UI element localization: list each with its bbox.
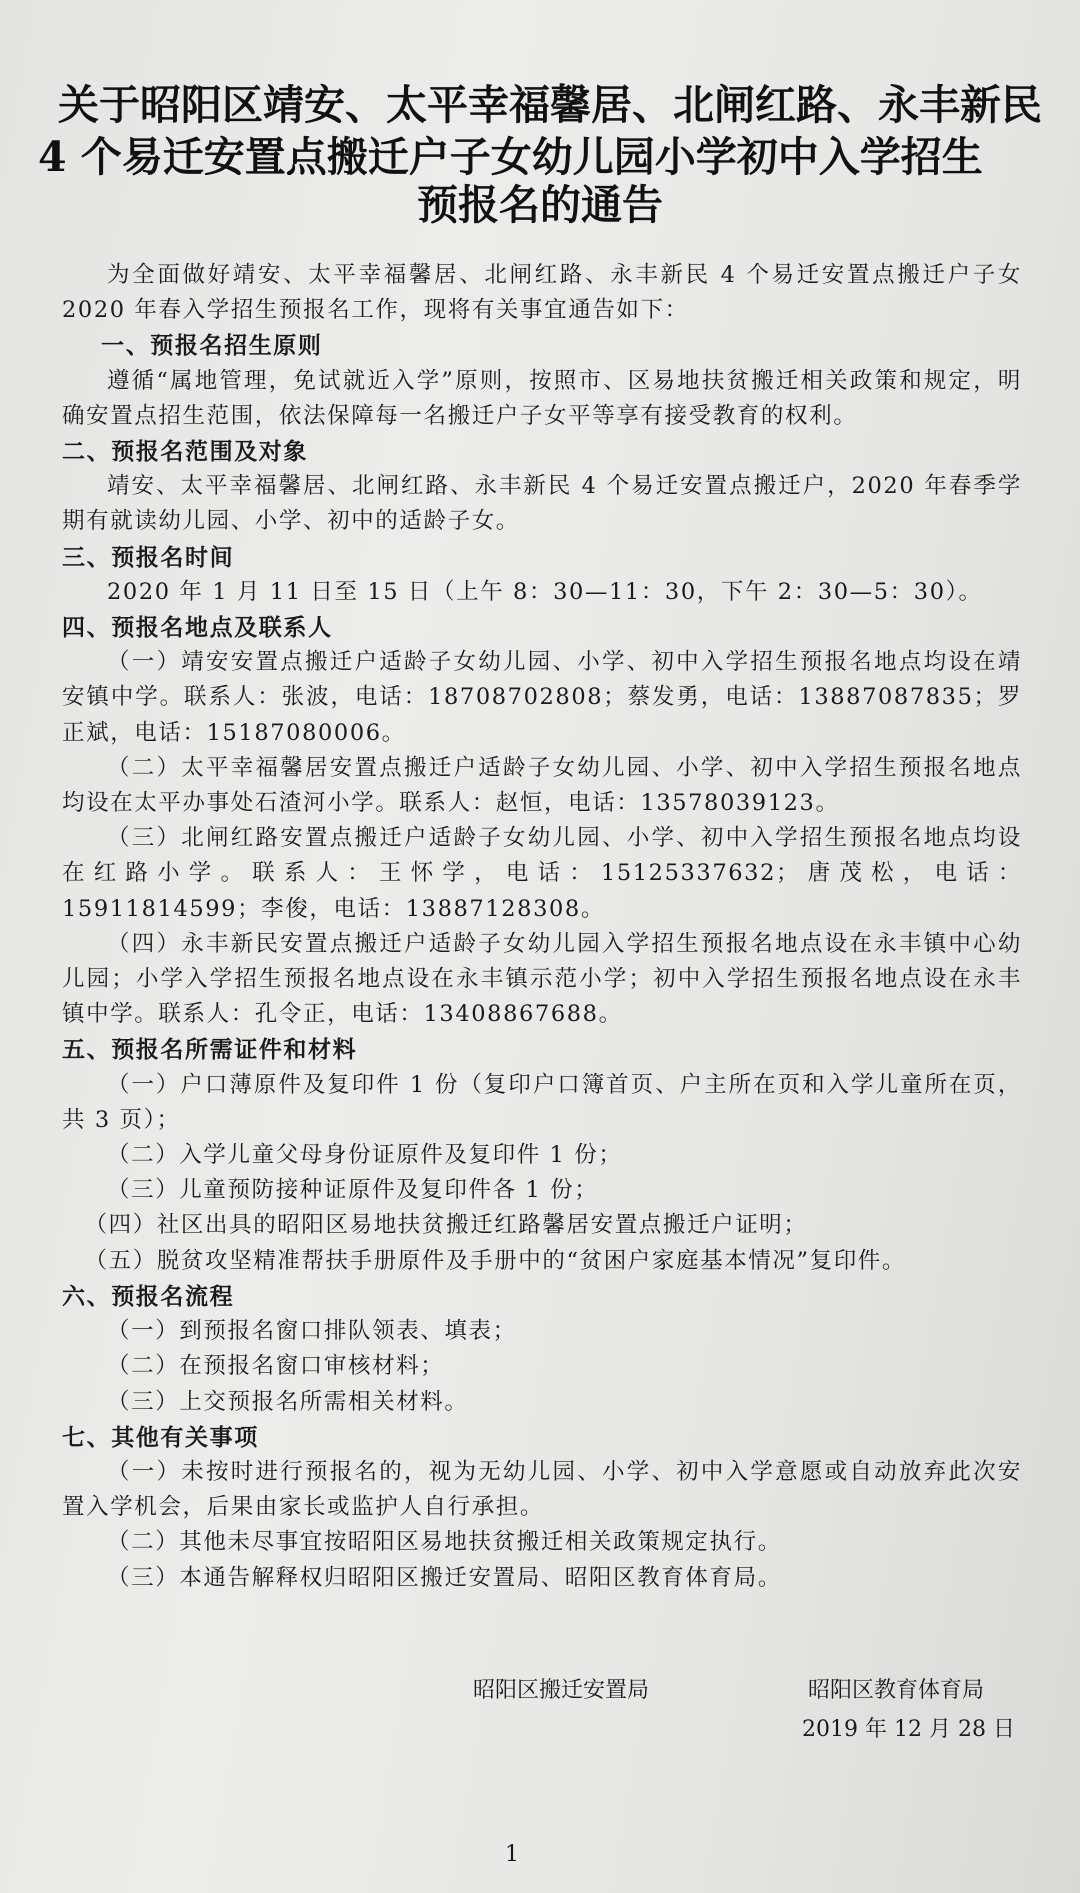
section-5-item-4: （四）社区出具的昭阳区易地扶贫搬迁红路馨居安置点搬迁户证明； bbox=[84, 1212, 808, 1239]
title-line-1: 关于昭阳区靖安、太平幸福馨居、北闸红路、永丰新民 bbox=[58, 81, 1042, 129]
intro-paragraph: 为全面做好靖安、太平幸福馨居、北闸红路、永丰新民 4 个易迁安置点搬迁户子女 2020 年春入学招生预报名工作，现将有关事宜通告如下： bbox=[62, 262, 1022, 324]
section-6-item-1: （一）到预报名窗口排队领表、填表； bbox=[107, 1318, 517, 1345]
section-4-item-3: （三）北闸红路安置点搬迁户适龄子女幼儿园、小学、初中入学招生预报名地点均设在红路小学。联系人：王怀学，电话：15125337632；唐茂松，电话：15911814599；李俊，电话：13887128308。 bbox=[62, 825, 1022, 922]
section-3-heading: 三、预报名时间 bbox=[62, 543, 235, 571]
section-7-item-3: （三）本通告解释权归昭阳区搬迁安置局、昭阳区教育体育局。 bbox=[107, 1564, 782, 1591]
title-line-3: 预报名的通告 bbox=[417, 181, 663, 229]
section-6-item-3: （三）上交预报名所需相关材料。 bbox=[107, 1388, 469, 1415]
section-6-heading: 六、预报名流程 bbox=[62, 1282, 235, 1310]
section-5-heading: 五、预报名所需证件和材料 bbox=[62, 1036, 358, 1064]
section-4-item-2: （二）太平幸福馨居安置点搬迁户适龄子女幼儿园、小学、初中入学招生预报名地点均设在太平办事处石渣河小学。联系人：赵恒，电话：13578039123。 bbox=[62, 754, 1022, 817]
section-2-heading: 二、预报名范围及对象 bbox=[62, 438, 308, 466]
section-6-item-2: （二）在预报名窗口审核材料； bbox=[107, 1353, 445, 1380]
section-7-heading: 七、其他有关事项 bbox=[62, 1423, 259, 1451]
section-3-paragraph: 2020 年 1 月 11 日至 15 日（上午 8：30—11：30，下午 2：30—5：30）。 bbox=[107, 578, 983, 605]
section-1-heading: 一、预报名招生原则 bbox=[101, 332, 323, 360]
section-7-item-1: （一）未按时进行预报名的，视为无幼儿园、小学、初中入学意愿或自动放弃此次安置入学机会，后果由家长或监护人自行承担。 bbox=[62, 1458, 1022, 1521]
section-1-paragraph: 遵循“属地管理，免试就近入学”原则，按照市、区易地扶贫搬迁相关政策和规定，明确安置点招生范围，依法保障每一名搬迁户子女平等享有接受教育的权利。 bbox=[62, 367, 1022, 429]
section-5-item-2: （二）入学儿童父母身份证原件及复印件 1 份； bbox=[107, 1142, 623, 1169]
section-5-item-5: （五）脱贫攻坚精准帮扶手册原件及手册中的“贫困户家庭基本情况”复印件。 bbox=[84, 1247, 907, 1274]
section-4-item-1: （一）靖安安置点搬迁户适龄子女幼儿园、小学、初中入学招生预报名地点均设在靖安镇中学。联系人：张波，电话：18708702808；蔡发勇，电话：13887087835；罗正斌，电话：15187080006。 bbox=[62, 649, 1022, 746]
page-number: 1 bbox=[505, 1842, 519, 1867]
issuer-relocation-bureau: 昭阳区搬迁安置局 bbox=[473, 1678, 650, 1703]
section-2-paragraph: 靖安、太平幸福馨居、北闸红路、永丰新民 4 个易迁安置点搬迁户，2020 年春季学期有就读幼儿园、小学、初中的适龄子女。 bbox=[62, 473, 1022, 535]
section-5-item-3: （三）儿童预防接种证原件及复印件各 1 份； bbox=[107, 1177, 599, 1204]
issue-date: 2019 年 12 月 28 日 bbox=[802, 1717, 1015, 1742]
section-4-heading: 四、预报名地点及联系人 bbox=[62, 614, 333, 642]
section-4-item-4: （四）永丰新民安置点搬迁户适龄子女幼儿园入学招生预报名地点设在永丰镇中心幼儿园；小学入学招生预报名地点设在永丰镇示范小学；初中入学招生预报名地点设在永丰镇中学。联系人：孔令正，电话：13408867688。 bbox=[62, 930, 1022, 1028]
notice-body bbox=[62, 258, 1022, 1596]
issuer-education-bureau: 昭阳区教育体育局 bbox=[808, 1678, 985, 1703]
section-5-item-1: （一）户口薄原件及复印件 1 份（复印户口簿首页、户主所在页和入学儿童所在页，共 3 页）； bbox=[62, 1071, 1022, 1133]
section-7-item-2: （二）其他未尽事宜按昭阳区易地扶贫搬迁相关政策规定执行。 bbox=[107, 1529, 782, 1556]
title-line-2: 4 个易迁安置点搬迁户子女幼儿园小学初中入学招生 bbox=[38, 133, 983, 181]
